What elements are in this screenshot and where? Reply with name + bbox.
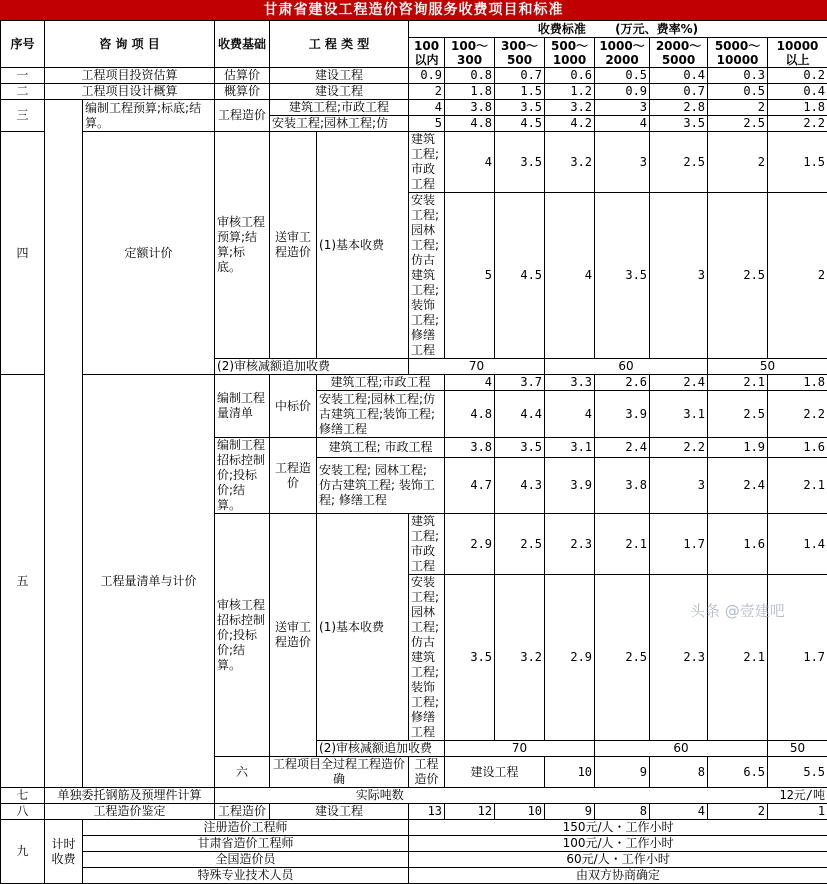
fee-rate-cell: 10 [495, 804, 545, 820]
fee-rate-cell: 2.6 [595, 375, 650, 391]
time-fee-value: 由双方协商确定 [409, 868, 827, 884]
fee-rate-cell: 2.3 [545, 514, 595, 575]
header-bracket-line: 500 [507, 53, 532, 67]
fee-rate-cell: 4.5 [495, 116, 545, 132]
fee-rate-cell: 3.3 [545, 375, 595, 391]
row-item: 编制工程预算;标底;结算。 [83, 100, 215, 132]
extra-value: 60 [545, 359, 708, 375]
fee-rate-cell: 3 [595, 100, 650, 116]
fee-rate-cell: 1.8 [768, 100, 827, 116]
row-item: 工程项目投资估算 [45, 68, 215, 84]
fee-table [0, 20, 827, 884]
fee-rate-cell: 2.1 [768, 457, 827, 513]
row-basis: 工程造价 [270, 438, 317, 514]
fee-rate-cell: 5.5 [768, 757, 827, 788]
header-bracket-line: 1000 [553, 53, 586, 67]
fee-rate-cell: 3.2 [545, 100, 595, 116]
fee-rate-cell: 8 [595, 804, 650, 820]
row-no: 八 [1, 804, 45, 820]
time-fee-value: 60元/人・工作小时 [409, 852, 827, 868]
fee-rate-cell: 1.5 [768, 132, 827, 193]
header-bracket-line: 100～ [451, 39, 488, 53]
fee-rate-cell: 6.5 [708, 757, 768, 788]
fee-rate-cell: 4 [650, 804, 708, 820]
fee-rate-cell: 0.4 [768, 84, 827, 100]
fee-rate-cell: 9 [595, 757, 650, 788]
extra-value: 70 [409, 359, 545, 375]
time-fee-label: 全国造价员 [83, 852, 409, 868]
row-no: 九 [1, 820, 45, 884]
fee-rate-cell: 2.2 [768, 391, 827, 438]
header-bracket-line: 1000～ [599, 39, 644, 53]
row-type: 建筑工程;市政工程 [270, 100, 409, 116]
row-type: 安装工程;园林工程;仿古建筑工程;装饰工程;修缮工程 [317, 391, 445, 438]
fee-rate-cell: 2.2 [768, 116, 827, 132]
row-type: 建筑工程;市政工程 [317, 375, 445, 391]
fee-rate-cell: 1.4 [768, 514, 827, 575]
fee-rate-cell: 2.5 [708, 116, 768, 132]
table-row [1, 852, 827, 868]
header-bracket-line: 以上 [786, 53, 810, 67]
header-bracket [768, 38, 827, 68]
row-item: 审核工程招标控制价;投标价;结算。 [215, 514, 270, 757]
fee-rate-cell: 2 [708, 804, 768, 820]
fee-rate-cell: 3.7 [495, 375, 545, 391]
fee-rate-cell: 0.5 [708, 84, 768, 100]
header-bracket-line: 5000 [662, 53, 695, 67]
watermark: 头条 @壹建吧 [690, 600, 785, 621]
fee-rate-cell: 2.9 [545, 575, 595, 741]
fee-rate-cell: 1.5 [495, 84, 545, 100]
sub-basic-fee: (1)基本收费 [317, 514, 409, 741]
fee-rate-cell: 2.4 [650, 375, 708, 391]
table-row [1, 804, 827, 820]
fee-rate-cell: 2.9 [445, 514, 495, 575]
header-bracket [545, 38, 595, 68]
header-no: 序号 [1, 21, 45, 68]
row-basis: 送审工程造价 [270, 132, 317, 359]
row-type: 安装工程;园林工程;仿古建筑工程;装饰工程;修缮工程 [409, 193, 445, 359]
fee-rate-cell: 3.9 [545, 457, 595, 513]
fee-rate-cell: 2.8 [650, 100, 708, 116]
fee-rate-cell: 3.2 [545, 132, 595, 193]
fee-rate-cell: 8 [650, 757, 708, 788]
fee-rate-cell: 2.1 [595, 514, 650, 575]
extra-value: 50 [768, 741, 827, 757]
fee-rate-cell: 4 [545, 193, 595, 359]
row-type: 安装工程; 园林工程; 仿古建筑工程; 装饰工程; 修缮工程 [317, 457, 445, 513]
row-no: 二 [1, 84, 45, 100]
fee-rate-cell: 0.3 [708, 68, 768, 84]
fee-rate-cell: 0.5 [595, 68, 650, 84]
extra-value: 70 [445, 741, 595, 757]
row-basis: 工程造价 [409, 757, 445, 788]
fee-rate-cell: 5 [409, 116, 445, 132]
row-basis: 概算价 [215, 84, 270, 100]
fee-rate-cell: 1.8 [445, 84, 495, 100]
row-item: 审核工程预算;结算;标底。 [215, 132, 270, 359]
fee-rate-cell: 3.5 [495, 132, 545, 193]
group-label: 工程量清单与计价 [83, 375, 215, 788]
header-row-1 [1, 21, 827, 38]
fee-rate-cell: 4.8 [445, 116, 495, 132]
table-row [1, 788, 827, 804]
fee-rate-cell: 1.7 [768, 575, 827, 741]
row-no: 三 [1, 100, 45, 132]
fee-rate-cell: 3.5 [495, 438, 545, 458]
header-bracket-line: 10000 [777, 39, 819, 53]
fee-rate-cell: 3 [650, 193, 708, 359]
row-type: 建设工程 [270, 804, 409, 820]
fee-rate-cell: 4.4 [495, 391, 545, 438]
row-basis: 估算价 [215, 68, 270, 84]
fee-rate-cell: 9 [545, 804, 595, 820]
header-standard [409, 21, 827, 38]
table-row [1, 820, 827, 836]
fee-rate-cell: 2 [768, 193, 827, 359]
row-basis: 工程造价 [215, 804, 270, 820]
fee-rate-cell: 3.9 [595, 391, 650, 438]
fee-rate-cell: 3.8 [595, 457, 650, 513]
header-bracket [409, 38, 445, 68]
row-type: 建筑工程; 市政工程 [317, 438, 445, 458]
fee-rate-cell: 1.6 [768, 438, 827, 458]
fee-rate-cell: 3.8 [445, 100, 495, 116]
fee-rate-cell: 2.5 [495, 514, 545, 575]
fee-rate-cell: 4.5 [495, 193, 545, 359]
fee-rate-cell: 0.7 [495, 68, 545, 84]
row-no: 一 [1, 68, 45, 84]
fee-rate-cell: 2.1 [708, 575, 768, 741]
fee-rate-cell: 3.8 [445, 438, 495, 458]
fee-rate-cell: 3.2 [495, 575, 545, 741]
header-bracket-line: 以内 [415, 53, 439, 67]
row-no: 六 [215, 757, 270, 788]
fee-rate-cell: 2.1 [708, 375, 768, 391]
fee-rate-cell: 4 [595, 116, 650, 132]
fee-rate-cell: 2 [708, 132, 768, 193]
row-basis: 工程造价 [215, 100, 270, 132]
fee-rate-cell: 4.3 [495, 457, 545, 513]
fee-rate-cell: 2 [409, 84, 445, 100]
fee-rate-cell: 2.5 [650, 132, 708, 193]
time-fee-label: 注册造价工程师 [83, 820, 409, 836]
fee-rate-cell: 4.2 [545, 116, 595, 132]
fee-rate-cell: 3.5 [495, 100, 545, 116]
row-no: 四 [1, 132, 45, 375]
extra-value: 50 [708, 359, 827, 375]
fee-rate-cell: 1.6 [708, 514, 768, 575]
row-item: 工程造价鉴定 [45, 804, 215, 820]
header-bracket-line: 2000 [605, 53, 638, 67]
table-row [1, 68, 827, 84]
header-bracket-line: 300 [457, 53, 482, 67]
group-label: 定额计价 [83, 132, 215, 375]
fee-rate-cell: 2 [708, 100, 768, 116]
row-item: 工程项目设计概算 [45, 84, 215, 100]
fee-rate-cell: 3.1 [545, 438, 595, 458]
fee-rate-cell: 1.2 [545, 84, 595, 100]
fee-rate-cell: 1.8 [768, 375, 827, 391]
table-row [1, 100, 827, 116]
row-type: 建筑工程; 市政工程 [409, 514, 445, 575]
fee-rate-cell: 3.5 [650, 116, 708, 132]
header-bracket-line: 5000～ [715, 39, 760, 53]
fee-rate-cell: 3.5 [445, 575, 495, 741]
fee-rate-cell: 0.2 [768, 68, 827, 84]
table-row [1, 84, 827, 100]
fee-rate-cell: 3.1 [650, 391, 708, 438]
fee-rate-cell: 12 [445, 804, 495, 820]
fee-rate-cell: 0.8 [445, 68, 495, 84]
header-bracket-line: 2000～ [656, 39, 701, 53]
table-row [1, 868, 827, 884]
fee-rate-cell: 2.5 [708, 391, 768, 438]
row-basis: 实际吨数 [215, 788, 545, 804]
fee-rate-cell: 0.4 [650, 68, 708, 84]
fee-rate-cell: 0.6 [545, 68, 595, 84]
row-item: 编制工程量清单 [215, 375, 270, 438]
row-type: 建设工程 [445, 757, 545, 788]
fee-rate-cell: 4 [445, 132, 495, 193]
row-type: 建设工程 [270, 68, 409, 84]
fee-rate-cell: 1.7 [650, 514, 708, 575]
row-item: 编制工程招标控制价;投标价;结算。 [215, 438, 270, 514]
table-row [1, 132, 827, 193]
header-type: 工 程 类 型 [270, 21, 409, 68]
fee-rate-cell: 4 [409, 100, 445, 116]
header-standard-unit: (万元、费率%) [615, 22, 698, 36]
fee-rate-cell: 2.3 [650, 575, 708, 741]
fee-rate-cell: 1 [768, 804, 827, 820]
fee-rate-cell: 4 [545, 391, 595, 438]
fee-rate-cell: 4.7 [445, 457, 495, 513]
table-row [1, 836, 827, 852]
fee-rate-cell: 2.5 [708, 193, 768, 359]
extra-value: 60 [595, 741, 768, 757]
sub-basic-fee: (1)基本收费 [317, 132, 409, 359]
fee-rate-cell: 10 [545, 757, 595, 788]
header-bracket-line: 10000 [717, 53, 759, 67]
header-bracket [495, 38, 545, 68]
header-bracket-line: 500～ [551, 39, 588, 53]
time-fee-label: 甘肃省造价工程师 [83, 836, 409, 852]
time-fee-value: 100元/人・工作小时 [409, 836, 827, 852]
table-row [1, 375, 827, 391]
header-bracket-line: 100 [414, 39, 439, 53]
fee-rate-cell: 3 [650, 457, 708, 513]
row-no: 七 [1, 788, 45, 804]
header-standard-title: 收费标准 [538, 22, 586, 36]
time-fee-label: 特殊专业技术人员 [83, 868, 409, 884]
fee-rate-cell: 2.2 [650, 438, 708, 458]
fee-rate-cell: 1.9 [708, 438, 768, 458]
fee-rate-cell: 4 [445, 375, 495, 391]
fee-rate-cell: 2.4 [595, 438, 650, 458]
group-label-blank [45, 100, 83, 788]
fee-rate-cell: 0.9 [409, 68, 445, 84]
row-type: 建筑工程;市政工程 [409, 132, 445, 193]
fee-rate-cell: 4.8 [445, 391, 495, 438]
header-basis: 收费基础 [215, 21, 270, 68]
fee-rate-cell: 13 [409, 804, 445, 820]
time-fee-value: 150元/人・工作小时 [409, 820, 827, 836]
sub-extra-fee: (2)审核减额追加收费 [317, 741, 445, 757]
header-bracket-line: 300～ [501, 39, 538, 53]
row-value: 12元/吨 [545, 788, 827, 804]
group-label: 计时收费 [45, 820, 83, 884]
row-type: 安装工程; 园林工程; 仿古建筑工程; 装饰工程; 修缮工程 [409, 575, 445, 741]
fee-rate-cell: 2.4 [708, 457, 768, 513]
fee-rate-cell: 3.5 [595, 193, 650, 359]
row-type: 安装工程;园林工程;仿 [270, 116, 409, 132]
header-bracket [595, 38, 650, 68]
row-basis: 中标价 [270, 375, 317, 438]
header-bracket [445, 38, 495, 68]
row-no: 五 [1, 375, 45, 788]
fee-rate-cell: 0.9 [595, 84, 650, 100]
fee-rate-cell: 0.7 [650, 84, 708, 100]
sub-extra-fee: (2)审核减额追加收费 [215, 359, 409, 375]
fee-rate-cell: 3 [595, 132, 650, 193]
header-bracket [708, 38, 768, 68]
fee-rate-cell: 5 [445, 193, 495, 359]
header-bracket [650, 38, 708, 68]
fee-rate-cell: 2.5 [595, 575, 650, 741]
row-item: 工程项目全过程工程造价确 [270, 757, 409, 788]
row-basis: 送审工程造价 [270, 514, 317, 757]
row-item: 单独委托钢筋及预埋件计算 [45, 788, 215, 804]
header-item: 咨 询 项 目 [45, 21, 215, 68]
page-title: 甘肃省建设工程造价咨询服务收费项目和标准 [0, 0, 827, 20]
row-type: 建设工程 [270, 84, 409, 100]
